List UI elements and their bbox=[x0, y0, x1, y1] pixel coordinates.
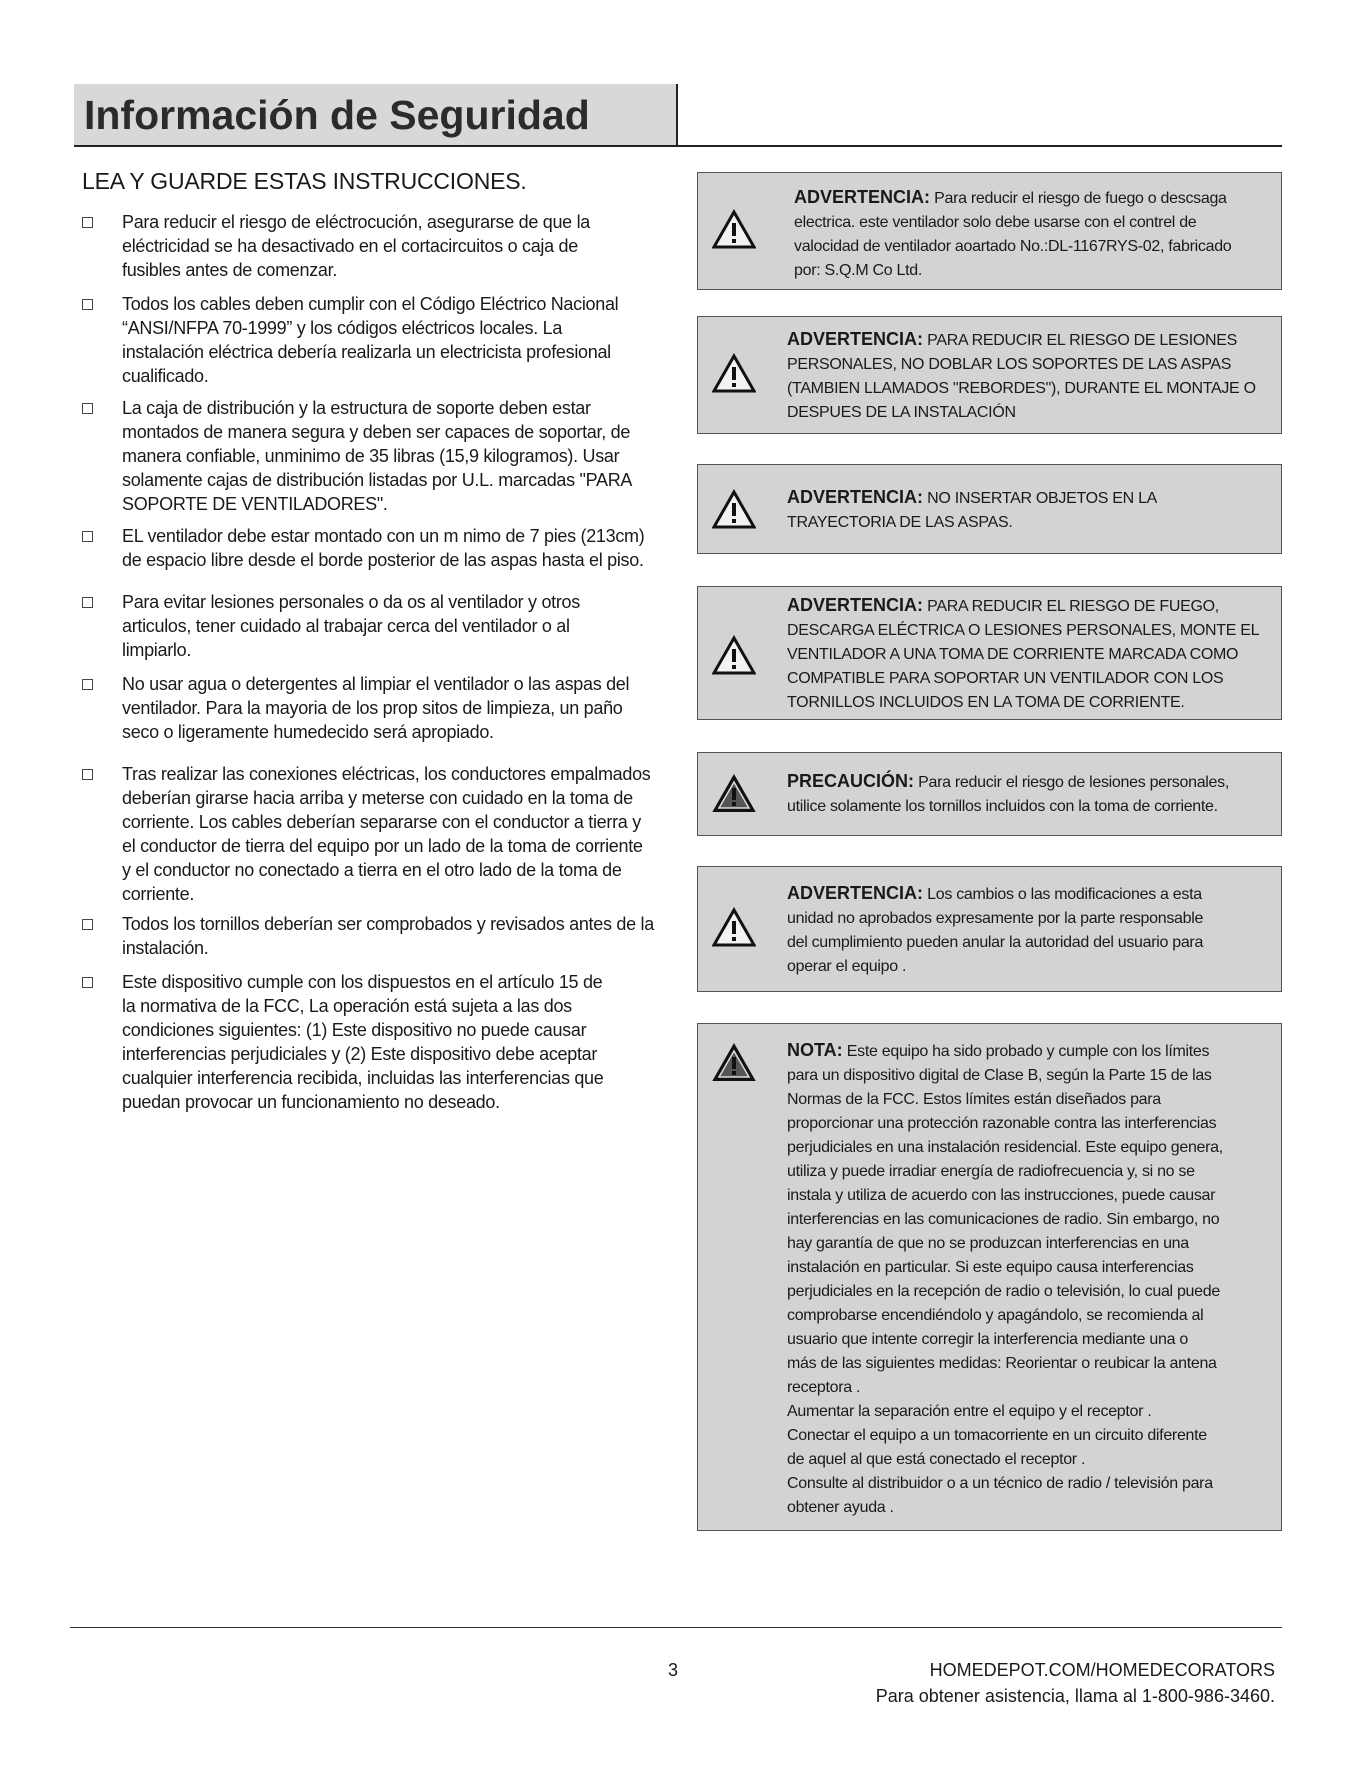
warning-text bbox=[787, 769, 1277, 819]
checkbox-square-icon bbox=[82, 217, 93, 228]
warning-box bbox=[697, 866, 1282, 992]
warning-label: NOTA: bbox=[787, 1040, 843, 1060]
footer-help-line: Para obtener asistencia, llama al 1-800-986-3460. bbox=[875, 1686, 1275, 1706]
warning-filled-icon bbox=[712, 773, 756, 813]
warning-label: ADVERTENCIA: bbox=[787, 487, 924, 507]
list-item-text: Todos los cables deben cumplir con el Código Eléctrico Nacional “ANSI/NFPA 70-1999” y los códigos eléctricos locales. La instalación eléctrica debería realizarla un electricista profesional cualificado. bbox=[122, 294, 619, 386]
warning-body: Para reducir el riesgo de lesiones personales, utilice solamente los tornillos incluidos con la toma de corriente. bbox=[787, 774, 1229, 815]
warning-body: Para reducir el riesgo de fuego o descsaga electrica. este ventilador solo debe usarse con el contrel de valocidad de ventilador aoartado No.:DL-1167RYS-02, fabricado por: S.Q.M Co Ltd. bbox=[794, 190, 1232, 279]
title-rule bbox=[74, 145, 1282, 147]
warning-label: ADVERTENCIA: bbox=[787, 595, 924, 615]
page-number: 3 bbox=[668, 1660, 679, 1680]
warning-label: PRECAUCIÓN: bbox=[787, 771, 915, 791]
list-item-text: Todos los tornillos deberían ser comprobados y revisados antes de la instalación. bbox=[122, 914, 654, 958]
list-item-text: EL ventilador debe estar montado con un m nimo de 7 pies (213cm) de espacio libre desde el borde posterior de las aspas hasta el piso. bbox=[122, 526, 645, 570]
list-item-text: Para evitar lesiones personales o da os al ventilador y otros articulos, tener cuidado al trabajar cerca del ventilador o al limpiarlo. bbox=[122, 592, 580, 660]
warning-text bbox=[787, 881, 1277, 979]
page-title: Información de Seguridad bbox=[84, 92, 590, 138]
checkbox-square-icon bbox=[82, 597, 93, 608]
warning-text bbox=[787, 1038, 1277, 1520]
warning-box bbox=[697, 586, 1282, 720]
warning-box bbox=[697, 752, 1282, 836]
warning-body: Los cambios o las modificaciones a esta unidad no aprobados expresamente por la parte responsable del cumplimiento pueden anular la autoridad del usuario para operar el equipo . bbox=[787, 886, 1204, 975]
warning-box bbox=[697, 1023, 1282, 1531]
instructions-column bbox=[82, 168, 682, 1112]
warning-outline-icon bbox=[712, 907, 756, 947]
section-heading: LEA Y GUARDE ESTAS INSTRUCCIONES. bbox=[82, 168, 527, 194]
footer-website: HOMEDEPOT.COM/HOMEDECORATORS bbox=[929, 1660, 1275, 1680]
warning-outline-icon bbox=[712, 635, 756, 675]
page-title-bar bbox=[74, 84, 676, 146]
warning-box bbox=[697, 464, 1282, 554]
warning-text bbox=[787, 593, 1277, 715]
checkbox-square-icon bbox=[82, 977, 93, 988]
list-item-text: Este dispositivo cumple con los dispuestos en el artículo 15 de la normativa de la FCC, La operación está sujeta a las dos condiciones siguientes: (1) Este dispositivo no puede causar interferencias perjudiciales y (2) Este dispositivo debe aceptar cualquier interferencia recibida, incluidas las interferencias que puedan provocar un funcionamiento no deseado. bbox=[122, 972, 604, 1112]
title-divider bbox=[676, 84, 678, 146]
warning-label: ADVERTENCIA: bbox=[787, 883, 924, 903]
warning-body: PARA REDUCIR EL RIESGO DE LESIONES PERSONALES, NO DOBLAR LOS SOPORTES DE LAS ASPAS (TAMBIEN LLAMADOS "REBORDES"), DURANTE EL MONTAJE O DESPUES DE LA INSTALACIÓN bbox=[787, 332, 1256, 421]
warning-label: ADVERTENCIA: bbox=[787, 329, 924, 349]
warning-body: NO INSERTAR OBJETOS EN LA TRAYECTORIA DE LAS ASPAS. bbox=[787, 490, 1158, 531]
list-item-text: Tras realizar las conexiones eléctricas, los conductores empalmados deberían girarse hacia arriba y meterse con cuidado en la toma de corriente. Los cables deberían separarse con el conductor a tierra y el conductor de tierra del equipo por un lado de la toma de corriente y el conductor no conectado a tierra en el otro lado de la toma de corriente. bbox=[122, 764, 651, 904]
warning-text bbox=[787, 327, 1277, 425]
list-item-text: No usar agua o detergentes al limpiar el ventilador o las aspas del ventilador. Para la mayoria de los prop sitos de limpieza, un paño seco o ligeramente humedecido será apropiado. bbox=[122, 674, 630, 742]
checkbox-square-icon bbox=[82, 919, 93, 930]
warning-filled-icon bbox=[712, 1042, 756, 1082]
warning-label: ADVERTENCIA: bbox=[794, 187, 931, 207]
warning-outline-icon bbox=[712, 489, 756, 529]
warning-box bbox=[697, 316, 1282, 434]
checkbox-square-icon bbox=[82, 299, 93, 310]
checkbox-square-icon bbox=[82, 403, 93, 414]
list-item-text: Para reducir el riesgo de eléctrocución, asegurarse de que la eléctricidad se ha desactivado en el cortacircuitos o caja de fusibles antes de comenzar. bbox=[122, 212, 590, 280]
warning-text bbox=[794, 185, 1284, 283]
warning-text bbox=[787, 485, 1277, 535]
warning-body: PARA REDUCIR EL RIESGO DE FUEGO, DESCARGA ELÉCTRICA O LESIONES PERSONALES, MONTE EL VENTILADOR A UNA TOMA DE CORRIENTE MARCADA COMO COMPATIBLE PARA SOPORTAR UN VENTILADOR CON LOS TORNILLOS INCLUIDOS EN LA TOMA DE CORRIENTE. bbox=[787, 598, 1260, 711]
checkbox-square-icon bbox=[82, 769, 93, 780]
list-item-text: La caja de distribución y la estructura de soporte deben estar montados de manera segura y deben ser capaces de soportar, de manera confiable, unminimo de 35 libras (15,9 kilogramos). Usar solamente cajas de distribución listadas por U.L. marcadas "PARA SOPORTE DE VENTILADORES". bbox=[122, 398, 633, 514]
warning-outline-icon bbox=[712, 353, 756, 393]
warning-outline-icon bbox=[712, 209, 756, 249]
footer-rule bbox=[70, 1627, 1282, 1628]
warning-box bbox=[697, 172, 1282, 290]
checkbox-square-icon bbox=[82, 531, 93, 542]
warning-body: Este equipo ha sido probado y cumple con los límites para un dispositivo digital de Clase B, según la Parte 15 de las Normas de la FCC. Estos límites están diseñados para proporcionar una protección razonable contra las interferencias perjudiciales en una instalación residencial. Este equipo genera, utiliza y puede irradiar energía de radiofrecuencia y, si no se instala y utiliza de acuerdo con las instrucciones, puede causar interferencias en las comunicaciones de radio. Sin embargo, no hay garantía de que no se produzcan interferencias en una instalación en particular. Si este equipo causa interferencias perjudiciales en la recepción de radio o televisión, lo cual puede comprobarse encendiéndolo y apagándolo, se recomienda al usuario que intente corregir la interferencia mediante una o más de las siguientes medidas: Reorientar o reubicar la antena receptora . Aumentar la separación entre el equipo y el receptor . Conectar el equipo a un tomacorriente en un circuito diferente de aquel al que está conectado el receptor . Consulte al distribuidor o a un técnico de radio / televisión para obtener ayuda . bbox=[787, 1043, 1223, 1516]
checkbox-square-icon bbox=[82, 679, 93, 690]
